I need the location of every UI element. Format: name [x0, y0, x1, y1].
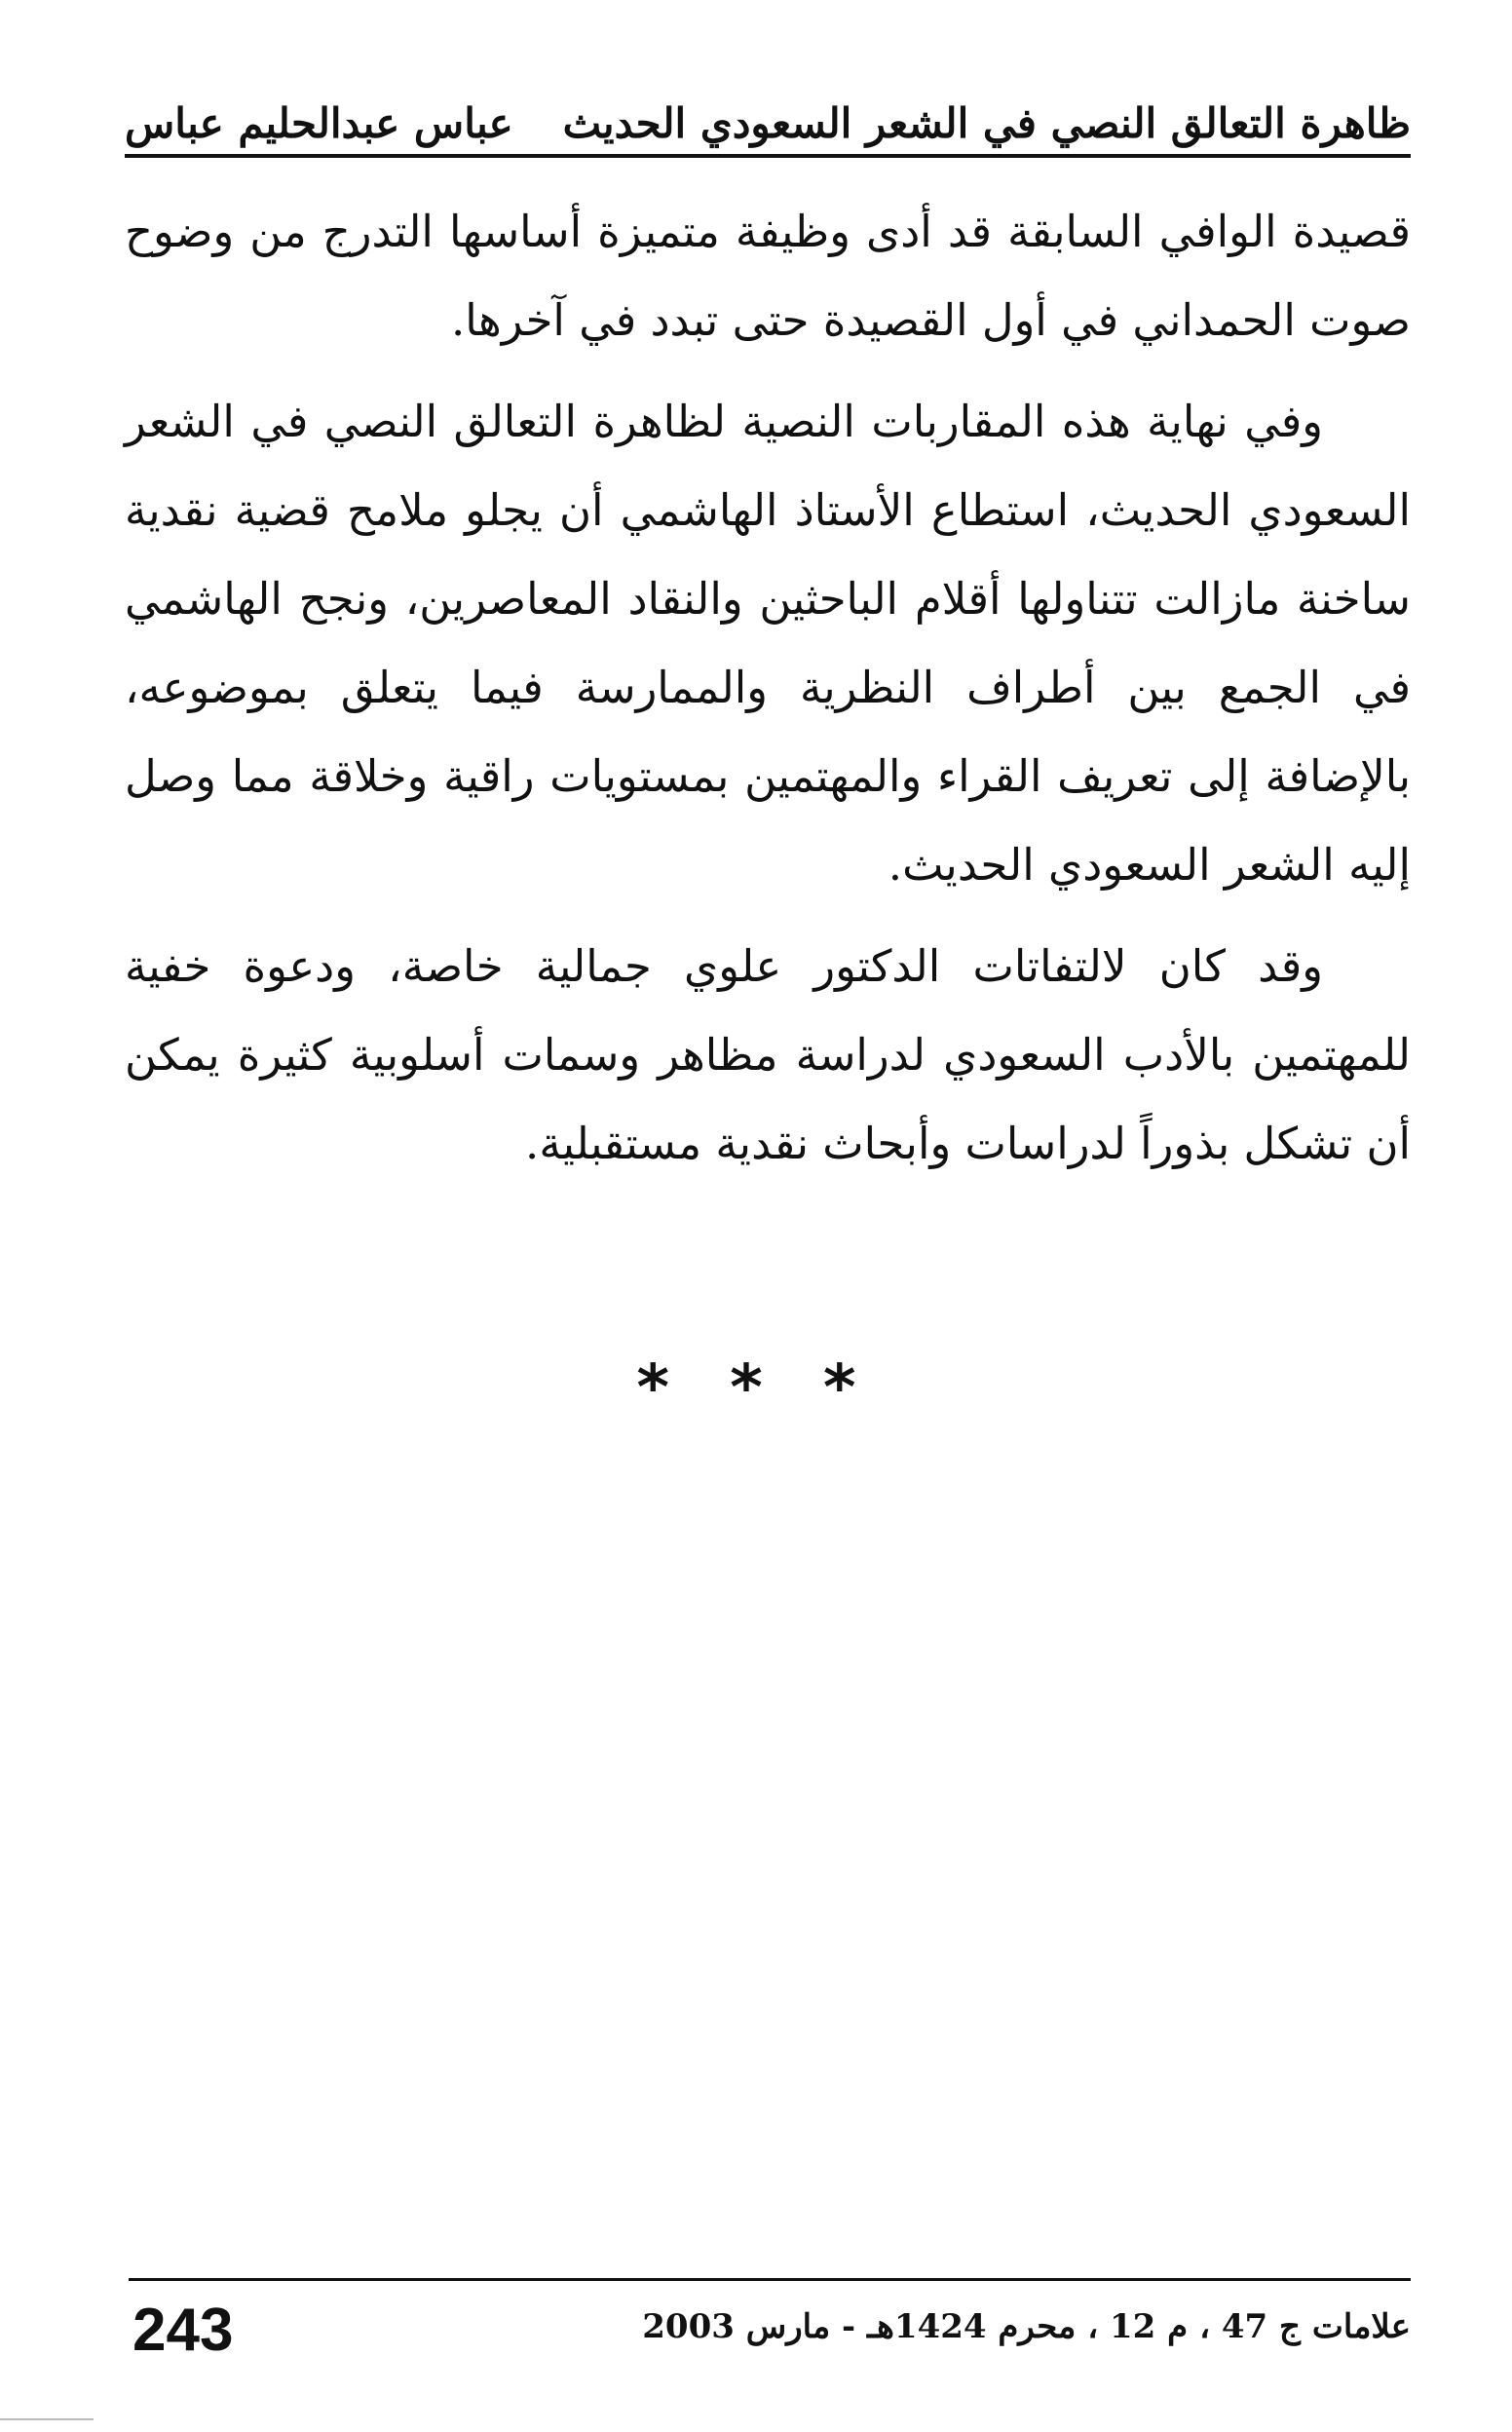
paragraph-3: وقد كان لالتفاتات الدكتور علوي جمالية خاصة، ودعوة خفية للمهتمين بالأدب السعودي لدراسة مظاهر وسمات أسلوبية كثيرة يمكن أن تشكل بذوراً لدراسات وأبحاث نقدية مستقبلية. — [125, 940, 1411, 1169]
header-author: عباس عبدالحليم عباس — [125, 98, 513, 147]
running-header — [125, 55, 1411, 158]
paragraph-2: وفي نهاية هذه المقاربات النصية لظاهرة التعالق النصي في الشعر السعودي الحديث، استطاع الأستاذ الهاشمي أن يجلو ملامح قضية نقدية ساخنة مازالت تتناولها أقلام الباحثين والنقاد المعاصرين، ونجح الهاشمي في الجمع بين أطراف النظرية والممارسة فيما يتعلق بموضوعه، بالإضافة إلى تعريف القراء والمهتمين بمستويات راقية وخلاقة مما وصل إليه الشعر السعودي الحديث. — [125, 396, 1411, 891]
page-number: 243 — [132, 2297, 234, 2364]
footer-divider — [129, 2278, 1411, 2281]
paragraph-1: قصيدة الوافي السابقة قد أدى وظيفة متميزة أساسها التدرج من وضوح صوت الحمداني في أول القصيدة حتى تبدد في آخرها. — [125, 206, 1411, 346]
journal-citation: علامات ج 47 ، م 12 ، محرم 1424هـ - مارس 2003 — [642, 2307, 1411, 2346]
article-body — [125, 187, 1411, 1200]
header-title: ظاهرة التعالق النصي في الشعر السعودي الحديث — [562, 98, 1411, 147]
scan-edge-line — [0, 2418, 94, 2420]
section-separator: * * * — [636, 1352, 876, 1425]
